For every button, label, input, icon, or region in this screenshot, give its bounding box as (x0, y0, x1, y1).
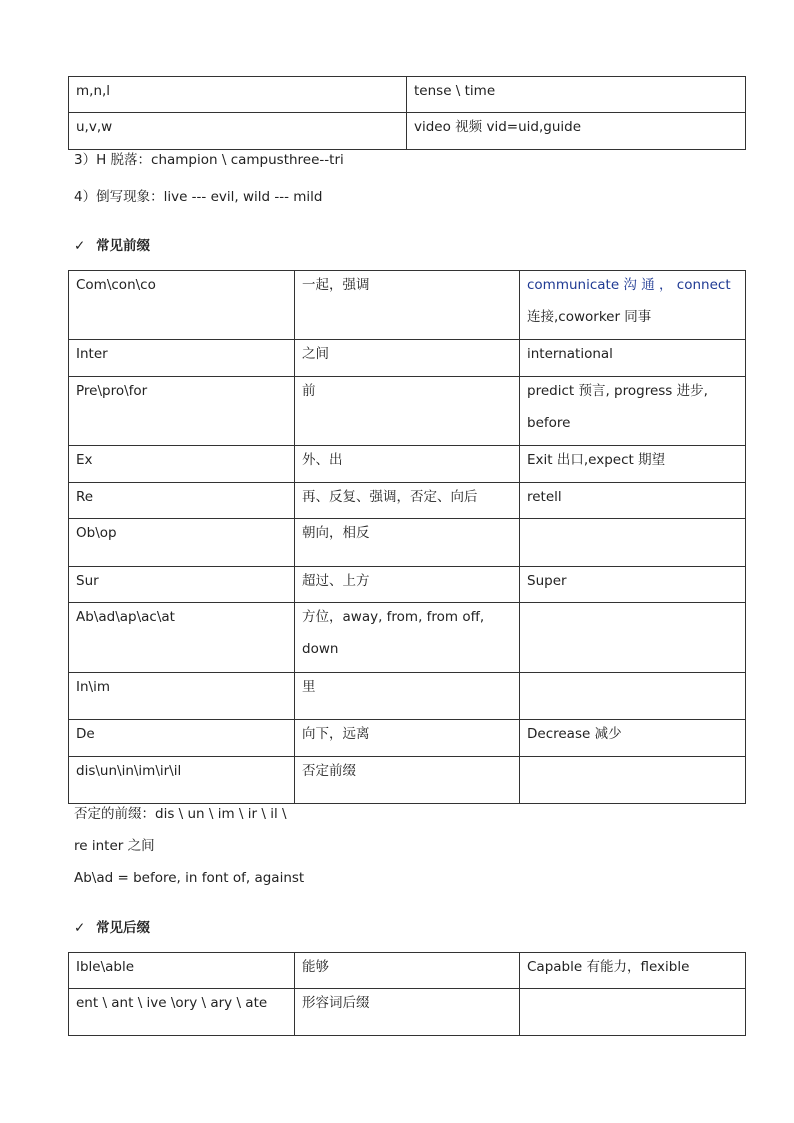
meaning-cell: 向下，远离 (295, 720, 520, 757)
table-row (69, 953, 746, 989)
meaning-cell: 朝向，相反 (295, 519, 520, 567)
table-cell: m,n,l (69, 77, 407, 113)
table-consonant-pairs (68, 76, 746, 150)
meaning-cell: 一起，强调 (295, 271, 520, 340)
table-row (69, 567, 746, 603)
meaning-cell: 能够 (295, 953, 520, 989)
note-h-drop: 3）H 脱落：champion \ campusthree--tri (74, 152, 344, 168)
example-cell: Capable 有能力，flexible (520, 953, 746, 989)
table-row (69, 340, 746, 377)
note-reverse-writing: 4）倒写现象：live --- evil, wild --- mild (74, 189, 323, 205)
note-negative-prefixes: 否定的前缀：dis \ un \ im \ ir \ il \ (74, 806, 287, 822)
table-cell: video 视频 vid=uid,guide (407, 113, 746, 150)
example-cell: Decrease 减少 (520, 720, 746, 757)
prefix-table (68, 270, 746, 804)
meaning-cell: 否定前缀 (295, 757, 520, 804)
prefix-cell: Pre\pro\for (69, 377, 295, 446)
table-row (69, 377, 746, 446)
table-row (69, 603, 746, 673)
example-cell (520, 519, 746, 567)
prefix-cell: Ab\ad\ap\ac\at (69, 603, 295, 673)
prefix-cell: Re (69, 483, 295, 519)
meaning-line: down (302, 641, 339, 657)
example-line: communicate 沟 通 ， connect (527, 277, 731, 293)
table-row (69, 519, 746, 567)
example-cell: retell (520, 483, 746, 519)
meaning-cell: 再、反复、强调，否定、向后 (295, 483, 520, 519)
table-row (69, 483, 746, 519)
prefix-cell: Ex (69, 446, 295, 483)
prefix-cell: De (69, 720, 295, 757)
meaning-cell (295, 603, 520, 673)
meaning-line: 方位，away, from, from off, (302, 609, 485, 625)
example-cell (520, 757, 746, 804)
table-row (69, 446, 746, 483)
section-heading-suffix (74, 918, 150, 938)
example-cell (520, 377, 746, 446)
example-cell (520, 271, 746, 340)
example-line: predict 预言, progress 进步, (527, 383, 708, 399)
example-cell: Exit 出口,expect 期望 (520, 446, 746, 483)
table-row (69, 757, 746, 804)
meaning-cell: 之间 (295, 340, 520, 377)
example-cell: international (520, 340, 746, 377)
table-row (69, 271, 746, 340)
table-row (69, 989, 746, 1036)
section-title: 常见后缀 (96, 920, 150, 936)
meaning-cell: 形容词后缀 (295, 989, 520, 1036)
meaning-cell: 超过、上方 (295, 567, 520, 603)
table-row (69, 77, 746, 113)
example-cell (520, 603, 746, 673)
prefix-cell: Sur (69, 567, 295, 603)
suffix-table (68, 952, 746, 1036)
example-cell (520, 989, 746, 1036)
example-line: 连接,coworker 同事 (527, 309, 652, 325)
meaning-cell: 里 (295, 673, 520, 720)
prefix-cell: Ob\op (69, 519, 295, 567)
prefix-cell: dis\un\in\im\ir\il (69, 757, 295, 804)
section-title: 常见前缀 (96, 238, 150, 254)
prefix-cell: Com\con\co (69, 271, 295, 340)
example-cell: Super (520, 567, 746, 603)
section-heading-prefix (74, 236, 150, 256)
meaning-cell: 前 (295, 377, 520, 446)
example-cell (520, 673, 746, 720)
prefix-cell: Inter (69, 340, 295, 377)
check-icon: ✓ (74, 920, 86, 936)
table-row (69, 113, 746, 150)
check-icon: ✓ (74, 238, 86, 254)
table-row (69, 720, 746, 757)
suffix-cell: Ible\able (69, 953, 295, 989)
meaning-cell: 外、出 (295, 446, 520, 483)
table-row (69, 673, 746, 720)
suffix-cell: ent \ ant \ ive \ory \ ary \ ate (69, 989, 295, 1036)
example-line: before (527, 415, 571, 431)
note-re-inter: re inter 之间 (74, 838, 155, 854)
prefix-cell: In\im (69, 673, 295, 720)
note-ab-ad: Ab\ad = before, in font of, against (74, 870, 305, 886)
table-cell: tense \ time (407, 77, 746, 113)
table-cell: u,v,w (69, 113, 407, 150)
